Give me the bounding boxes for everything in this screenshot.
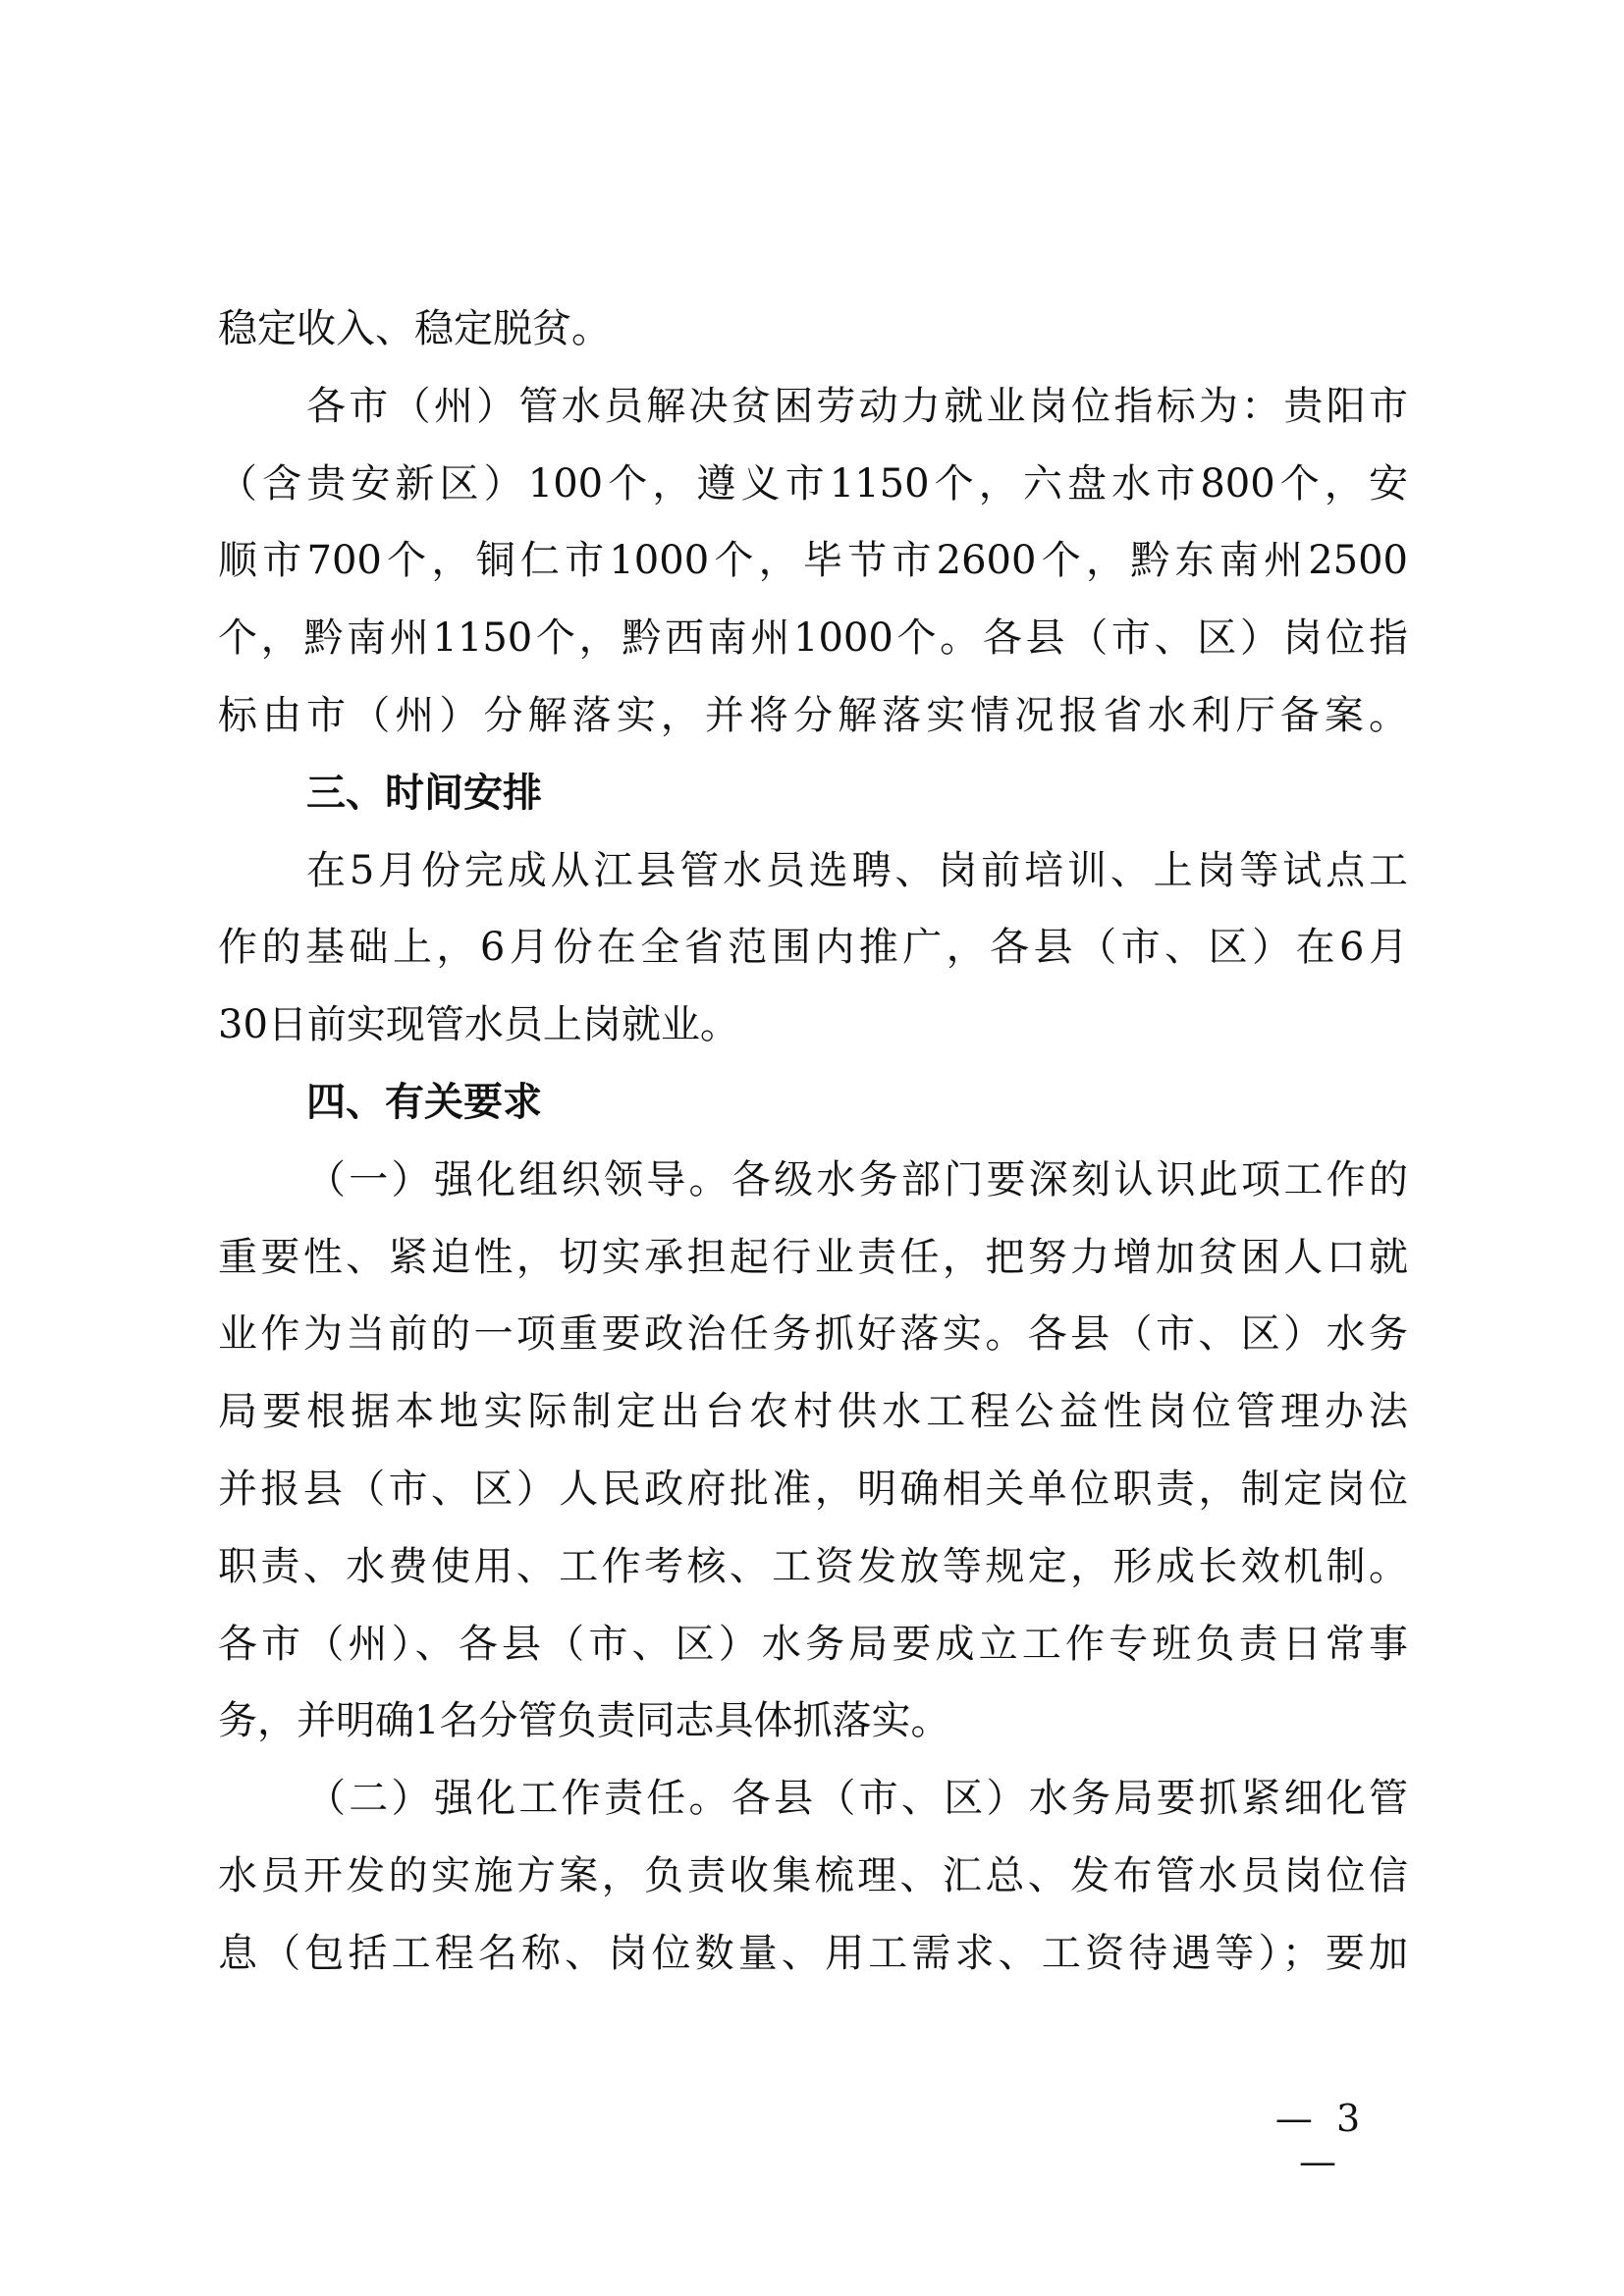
text-line: 务，并明确1名分管负责同志具体抓落实。 <box>218 1698 950 1744</box>
text-line: 个，黔南州1150个，黔西南州1000个。各县（市、区）岗位指 <box>218 615 1408 662</box>
text-line: 各市（州）、各县（市、区）水务局要成立工作专班负责日常事 <box>218 1621 1408 1667</box>
text-line: 重要性、紧迫性，切实承担起行业责任，把努力增加贫困人口就 <box>218 1234 1408 1280</box>
text-line: 业作为当前的一项重要政治任务抓好落实。各县（市、区）水务 <box>218 1311 1408 1358</box>
text-line: 各市（州）管水员解决贫困劳动力就业岗位指标为：贵阳市 <box>306 383 1408 429</box>
document-body <box>218 291 1408 1993</box>
text-line: 标由市（州）分解落实，并将分解落实情况报省水利厅备案。 <box>218 692 1408 738</box>
text-line: 作的基础上，6月份在全省范围内推广，各县（市、区）在6月 <box>218 925 1408 971</box>
text-line: 30日前实现管水员上岗就业。 <box>218 1002 739 1048</box>
text-line: （一）强化组织领导。各级水务部门要深刻认识此项工作的 <box>306 1156 1408 1202</box>
section-heading: 四、有关要求 <box>306 1079 542 1125</box>
text-line: 并报县（市、区）人民政府批准，明确相关单位职责，制定岗位 <box>218 1466 1408 1512</box>
text-line: 顺市700个，铜仁市1000个，毕节市2600个，黔东南州2500 <box>218 538 1408 584</box>
text-line: 在5月份完成从江县管水员选聘、岗前培训、上岗等试点工 <box>306 847 1408 893</box>
section-heading: 三、时间安排 <box>306 770 542 816</box>
text-line: 水员开发的实施方案，负责收集梳理、汇总、发布管水员岗位信 <box>218 1852 1408 1898</box>
text-line: 职责、水费使用、工作考核、工资发放等规定，形成长效机制。 <box>218 1543 1408 1589</box>
text-line: 局要根据本地实际制定出台农村供水工程公益性岗位管理办法 <box>218 1389 1408 1435</box>
page-number: — 3 — <box>1274 2097 1367 2183</box>
text-line: （含贵安新区）100个，遵义市1150个，六盘水市800个，安 <box>218 460 1408 507</box>
text-line: 稳定收入、稳定脱贫。 <box>218 306 611 351</box>
text-line: （二）强化工作责任。各县（市、区）水务局要抓紧细化管 <box>306 1776 1408 1822</box>
text-line: 息（包括工程名称、岗位数量、用工需求、工资待遇等）；要加 <box>218 1930 1408 1976</box>
